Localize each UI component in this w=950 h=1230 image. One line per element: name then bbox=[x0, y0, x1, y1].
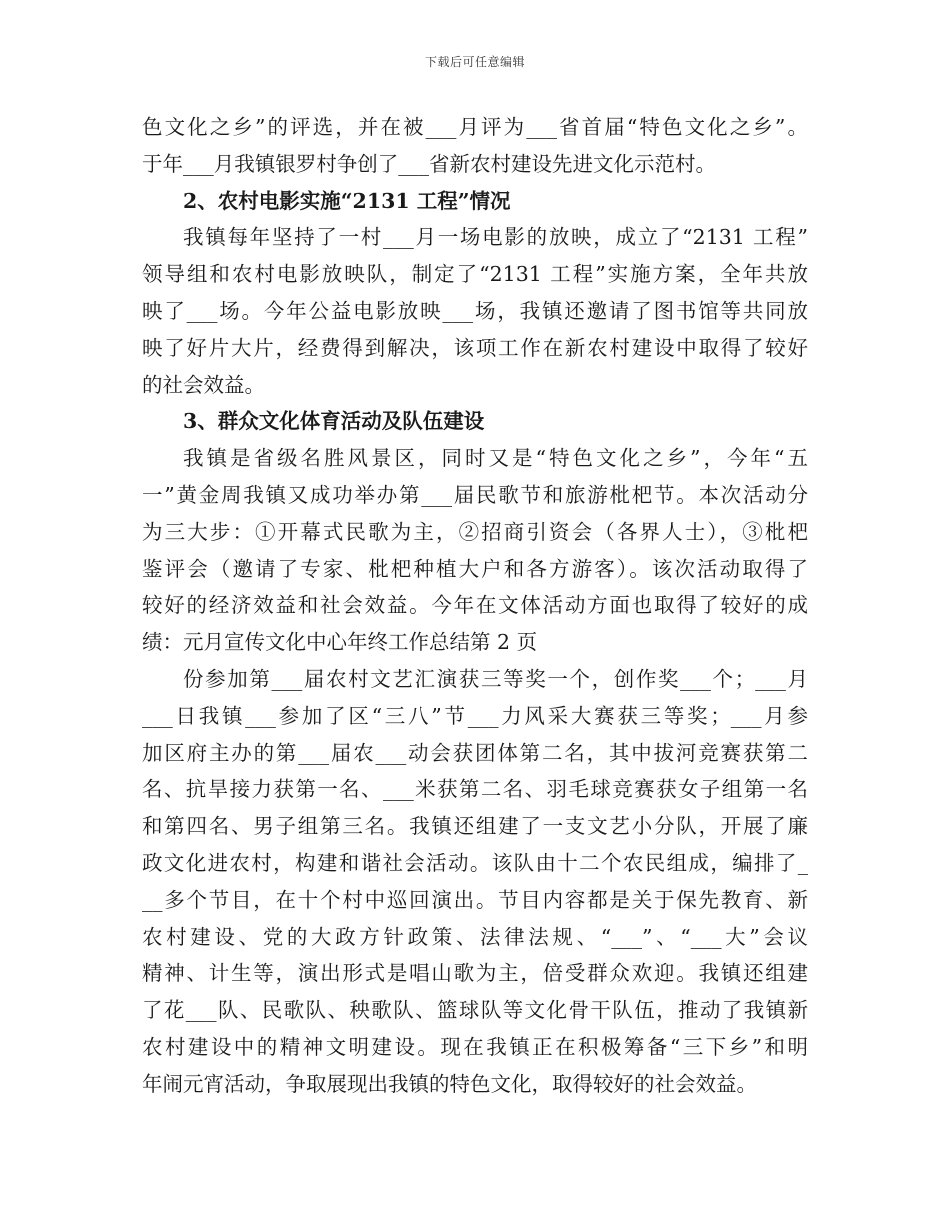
text-line: 政文化进农村，构建和谐社会活动。该队由十二个农民组成，编排了_ bbox=[142, 850, 808, 875]
text-line: 和第四名、男子组第三名。我镇还组建了一支文艺小分队，开展了廉 bbox=[142, 814, 808, 839]
text-line: 映了___场。今年公益电影放映___场，我镇还邀请了图书馆等共同放 bbox=[142, 298, 808, 323]
text-line: 了花___队、民歌队、秧歌队、篮球队等文化骨干队伍，推动了我镇新 bbox=[142, 998, 808, 1023]
text-line: 较好的经济效益和社会效益。今年在文体活动方面也取得了较好的成 bbox=[142, 593, 808, 618]
document-body bbox=[142, 109, 808, 1103]
text-line: 鉴评会（邀请了专家、枇杷种植大户和各方游客）。该次活动取得了 bbox=[142, 556, 808, 581]
text-line: 于年___月我镇银罗村争创了___省新农村建设先进文化示范村。 bbox=[142, 151, 716, 176]
section-heading: 2、农村电影实施“2131 工程”情况 bbox=[183, 188, 511, 213]
section-heading: 3、群众文化体育活动及队伍建设 bbox=[183, 409, 485, 434]
text-line: 我镇是省级名胜风景区，同时又是“特色文化之乡”，今年“五 bbox=[183, 446, 808, 471]
text-line: 色文化之乡”的评选，并在被___月评为___省首届“特色文化之乡”。 bbox=[142, 115, 808, 139]
text-line: 加区府主办的第___届农___动会获团体第二名，其中拔河竞赛获第二 bbox=[142, 740, 808, 765]
text-line: 农村建设、党的大政方针政策、法律法规、“___”、“___大”会议 bbox=[142, 924, 808, 949]
text-line: 我镇每年坚持了一村___月一场电影的放映，成立了“2131 工程” bbox=[183, 225, 808, 250]
text-line: ___日我镇___参加了区“三八”节___力风采大赛获三等奖；___月参 bbox=[142, 703, 808, 728]
text-line: 领导组和农村电影放映队，制定了“2131 工程”实施方案，全年共放 bbox=[142, 262, 808, 287]
text-line: 名、抗旱接力获第一名、___米获第二名、羽毛球竞赛获女子组第一名 bbox=[142, 777, 808, 802]
text-line: 绩：元月宣传文化中心年终工作总结第 2 页 bbox=[142, 630, 538, 655]
text-line: 映了好片大片，经费得到解决，该项工作在新农村建设中取得了较好 bbox=[142, 335, 808, 360]
text-line: 为三大步：①开幕式民歌为主，②招商引资会（各界人士），③枇杷 bbox=[142, 519, 808, 544]
text-line: 的社会效益。 bbox=[142, 372, 265, 397]
text-line: 一”黄金周我镇又成功举办第___届民歌节和旅游枇杷节。本次活动分 bbox=[142, 482, 808, 507]
text-line: 农村建设中的精神文明建设。现在我镇正在积极筹备“三下乡”和明 bbox=[142, 1034, 808, 1059]
page-header: 下载后可任意编辑 bbox=[424, 55, 525, 69]
text-line: 份参加第___届农村文艺汇演获三等奖一个，创作奖___个；___月 bbox=[183, 666, 808, 691]
text-line: __多个节目，在十个村中巡回演出。节目内容都是关于保先教育、新 bbox=[142, 887, 808, 912]
text-line: 年闹元宵活动，争取展现出我镇的特色文化，取得较好的社会效益。 bbox=[142, 1071, 757, 1096]
text-line: 精神、计生等，演出形式是唱山歌为主，倍受群众欢迎。我镇还组建 bbox=[142, 961, 808, 986]
